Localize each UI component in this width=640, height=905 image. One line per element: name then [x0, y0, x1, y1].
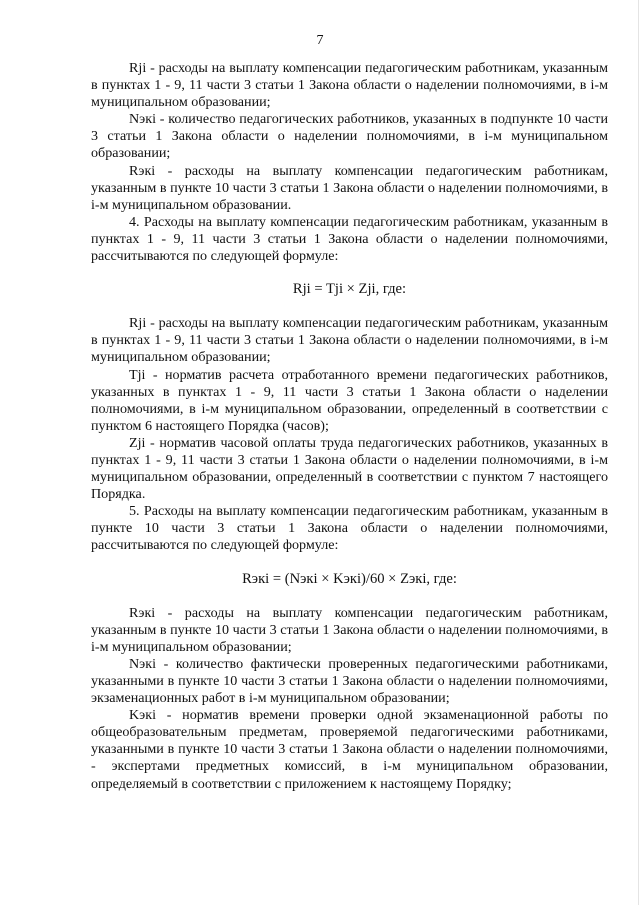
formula-rek: Rэкi = (Nэкi × Kэкi)/60 × Zэкi, где:: [242, 570, 457, 587]
paragraph-zji-definition: Zji - норматив часовой оплаты труда педагогических работников, указанных в пунктах 1 - 9, 11 части 3 статьи 1 Закона области о наделении полномочиями, в i-м муниципальном образовании, определенный в соответствии с пунктом 7 настоящего Порядка.: [91, 434, 608, 503]
paragraph-nek-definition-2: Nэкi - количество фактически проверенных педагогическими работниками, указанными в пункте 10 части 3 статьи 1 Закона области о наделении полномочиями, экзаменационных работ в i-м муниципальном образовании;: [91, 655, 608, 707]
scan-edge: [638, 0, 639, 905]
paragraph-rek-definition-1: Rэкi - расходы на выплату компенсации педагогическим работникам, указанным в пункте 10 части 3 статьи 1 Закона области о наделении полномочиями, в i-м муниципальном образовании.: [91, 162, 608, 213]
paragraph-rji-definition-1: Rji - расходы на выплату компенсации педагогическим работникам, указанным в пунктах 1 - 9, 11 части 3 статьи 1 Закона области о наделении полномочиями, в i-м муниципальном образовании;: [91, 60, 608, 111]
page-number: 7: [316, 33, 324, 48]
formula-rji: Rji = Tji × Zji, где:: [292, 281, 407, 298]
paragraph-rji-definition-2: Rji - расходы на выплату компенсации педагогическим работникам, указанным в пунктах 1 - 9, 11 части 3 статьи 1 Закона области о наделении полномочиями, в i-м муниципальном образовании;: [91, 315, 608, 366]
document-body: [91, 60, 608, 793]
paragraph-kek-definition: Kэкi - норматив времени проверки одной экзаменационной работы по общеобразовательным предметам, проверяемой педагогическими работниками, указанными в пункте 10 части 3 статьи 1 Закона области о наделении полномочиями, - экспертами предметных комиссий, в i-м муниципальном образовании, определяемый в соответствии с приложением к настоящему Порядку;: [91, 707, 608, 792]
paragraph-item-4: 4. Расходы на выплату компенсации педагогическим работникам, указанным в пунктах 1 - 9, 11 части 3 статьи 1 Закона области о наделении полномочиями, рассчитываются по следующей формуле:: [91, 213, 608, 265]
paragraph-rek-definition-2: Rэкi - расходы на выплату компенсации педагогическим работникам, указанным в пункте 10 части 3 статьи 1 Закона области о наделении полномочиями, в i-м муниципальном образовании;: [91, 604, 608, 655]
paragraph-tji-definition: Tji - норматив расчета отработанного времени педагогических работников, указанных в пунктах 1 - 9, 11 части 3 статьи 1 Закона области о наделении полномочиями, в i-м муниципальном образовании, определенный в соответствии с пунктом 6 настоящего Порядка (часов);: [91, 366, 608, 434]
paragraph-nek-definition-1: Nэкi - количество педагогических работников, указанных в подпункте 10 части 3 статьи 1 Закона области о наделении полномочиями, в i-м муниципальном образовании;: [91, 111, 608, 162]
paragraph-item-5: 5. Расходы на выплату компенсации педагогическим работникам, указанным в пункте 10 части 3 статьи 1 Закона области о наделении полномочиями, рассчитываются по следующей формуле:: [91, 503, 608, 554]
